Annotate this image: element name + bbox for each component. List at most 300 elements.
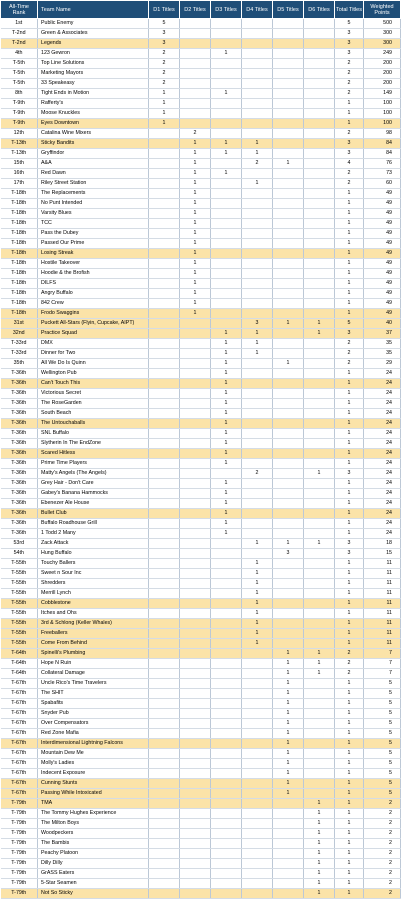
d3-titles-cell bbox=[211, 59, 242, 69]
total-titles-cell: 2 bbox=[335, 89, 364, 99]
d4-titles-cell bbox=[242, 239, 273, 249]
total-titles-cell: 1 bbox=[335, 839, 364, 849]
rank-cell: T-67th bbox=[1, 699, 38, 709]
total-titles-cell: 1 bbox=[335, 459, 364, 469]
team-name-cell: Come From Behind bbox=[38, 639, 149, 649]
team-name-cell: Freeballers bbox=[38, 629, 149, 639]
rank-cell: T-18th bbox=[1, 249, 38, 259]
d4-titles-cell bbox=[242, 209, 273, 219]
d5-titles-cell bbox=[273, 509, 304, 519]
d5-titles-cell bbox=[273, 309, 304, 319]
team-name-cell: Spinelli's Plumbing bbox=[38, 649, 149, 659]
total-titles-cell: 1 bbox=[335, 219, 364, 229]
weighted-points-cell: 149 bbox=[364, 89, 401, 99]
team-name-cell: TMA bbox=[38, 799, 149, 809]
rank-cell: T-67th bbox=[1, 679, 38, 689]
d5-titles-cell bbox=[273, 149, 304, 159]
weighted-points-cell: 11 bbox=[364, 599, 401, 609]
team-name-cell: Hostile Takeover bbox=[38, 259, 149, 269]
d5-titles-cell bbox=[273, 419, 304, 429]
d1-titles-cell bbox=[149, 559, 180, 569]
d6-titles-cell bbox=[304, 679, 335, 689]
d5-titles-cell bbox=[273, 259, 304, 269]
table-row bbox=[1, 49, 401, 59]
d2-titles-cell bbox=[180, 799, 211, 809]
d4-titles-cell bbox=[242, 19, 273, 29]
total-titles-cell: 1 bbox=[335, 569, 364, 579]
table-row bbox=[1, 809, 401, 819]
d2-titles-cell bbox=[180, 569, 211, 579]
d6-titles-cell bbox=[304, 99, 335, 109]
weighted-points-cell: 5 bbox=[364, 719, 401, 729]
d2-titles-cell bbox=[180, 879, 211, 889]
team-name-cell: Legends bbox=[38, 39, 149, 49]
table-row bbox=[1, 819, 401, 829]
d4-titles-cell bbox=[242, 59, 273, 69]
total-titles-cell: 2 bbox=[335, 659, 364, 669]
d3-titles-cell: 1 bbox=[211, 149, 242, 159]
d3-titles-cell: 1 bbox=[211, 89, 242, 99]
d5-titles-cell bbox=[273, 519, 304, 529]
rank-cell: T-36th bbox=[1, 369, 38, 379]
d6-titles-cell bbox=[304, 619, 335, 629]
d6-titles-cell bbox=[304, 119, 335, 129]
weighted-points-cell: 300 bbox=[364, 29, 401, 39]
d6-titles-cell bbox=[304, 449, 335, 459]
d6-titles-cell bbox=[304, 729, 335, 739]
table-row bbox=[1, 99, 401, 109]
total-titles-cell: 3 bbox=[335, 139, 364, 149]
d5-titles-cell bbox=[273, 349, 304, 359]
weighted-points-cell: 2 bbox=[364, 869, 401, 879]
d1-titles-cell bbox=[149, 699, 180, 709]
table-row bbox=[1, 559, 401, 569]
d4-titles-cell bbox=[242, 669, 273, 679]
d6-titles-cell bbox=[304, 489, 335, 499]
d4-titles-cell bbox=[242, 759, 273, 769]
d5-titles-cell bbox=[273, 639, 304, 649]
d5-titles-cell bbox=[273, 69, 304, 79]
d6-titles-cell bbox=[304, 699, 335, 709]
d5-titles-cell bbox=[273, 239, 304, 249]
rank-cell: T-9th bbox=[1, 119, 38, 129]
rank-cell: T-13th bbox=[1, 149, 38, 159]
team-name-cell: No Punt Intended bbox=[38, 199, 149, 209]
weighted-points-cell: 2 bbox=[364, 889, 401, 899]
d2-titles-cell bbox=[180, 399, 211, 409]
d1-titles-cell bbox=[149, 469, 180, 479]
d4-titles-cell bbox=[242, 499, 273, 509]
rank-cell: T-36th bbox=[1, 399, 38, 409]
total-titles-cell: 5 bbox=[335, 19, 364, 29]
total-titles-cell: 1 bbox=[335, 709, 364, 719]
d4-titles-cell bbox=[242, 829, 273, 839]
d6-titles-cell bbox=[304, 719, 335, 729]
d3-titles-cell: 1 bbox=[211, 169, 242, 179]
total-titles-cell: 2 bbox=[335, 349, 364, 359]
d3-titles-cell: 1 bbox=[211, 439, 242, 449]
weighted-points-cell: 49 bbox=[364, 299, 401, 309]
team-name-cell: Tight Ends in Motion bbox=[38, 89, 149, 99]
team-name-cell: South Beach bbox=[38, 409, 149, 419]
d6-titles-cell bbox=[304, 89, 335, 99]
d2-titles-cell bbox=[180, 589, 211, 599]
d4-titles-cell bbox=[242, 249, 273, 259]
d4-titles-cell bbox=[242, 409, 273, 419]
total-titles-cell: 3 bbox=[335, 39, 364, 49]
d3-titles-cell bbox=[211, 649, 242, 659]
d4-titles-cell bbox=[242, 749, 273, 759]
d4-titles-cell bbox=[242, 709, 273, 719]
d1-titles-cell bbox=[149, 539, 180, 549]
table-row bbox=[1, 259, 401, 269]
d5-titles-cell bbox=[273, 439, 304, 449]
total-titles-cell: 1 bbox=[335, 279, 364, 289]
rank-cell: T-36th bbox=[1, 509, 38, 519]
weighted-points-cell: 5 bbox=[364, 709, 401, 719]
table-row bbox=[1, 649, 401, 659]
d4-titles-cell bbox=[242, 769, 273, 779]
team-name-cell: The SHIT bbox=[38, 689, 149, 699]
header-all-time-rank: All-Time Rank bbox=[1, 1, 38, 19]
d6-titles-cell bbox=[304, 559, 335, 569]
rank-cell: T-55th bbox=[1, 619, 38, 629]
rank-cell: T-36th bbox=[1, 409, 38, 419]
d4-titles-cell: 1 bbox=[242, 339, 273, 349]
d3-titles-cell bbox=[211, 719, 242, 729]
weighted-points-cell: 5 bbox=[364, 729, 401, 739]
d5-titles-cell: 1 bbox=[273, 539, 304, 549]
total-titles-cell: 1 bbox=[335, 639, 364, 649]
table-row bbox=[1, 359, 401, 369]
d4-titles-cell bbox=[242, 799, 273, 809]
d6-titles-cell bbox=[304, 359, 335, 369]
team-name-cell: The Bambis bbox=[38, 839, 149, 849]
d3-titles-cell bbox=[211, 39, 242, 49]
d5-titles-cell bbox=[273, 79, 304, 89]
d2-titles-cell: 1 bbox=[180, 139, 211, 149]
total-titles-cell: 1 bbox=[335, 519, 364, 529]
rank-cell: T-36th bbox=[1, 379, 38, 389]
d2-titles-cell bbox=[180, 699, 211, 709]
team-name-cell: Hope N Ruin bbox=[38, 659, 149, 669]
d3-titles-cell: 1 bbox=[211, 399, 242, 409]
team-name-cell: Red Zone Mafia bbox=[38, 729, 149, 739]
d1-titles-cell bbox=[149, 139, 180, 149]
d6-titles-cell bbox=[304, 399, 335, 409]
d6-titles-cell bbox=[304, 429, 335, 439]
rank-cell: T-67th bbox=[1, 779, 38, 789]
d4-titles-cell: 1 bbox=[242, 349, 273, 359]
d1-titles-cell: 5 bbox=[149, 19, 180, 29]
d1-titles-cell bbox=[149, 519, 180, 529]
team-name-cell: The RoseGarden bbox=[38, 399, 149, 409]
d5-titles-cell bbox=[273, 39, 304, 49]
d2-titles-cell: 1 bbox=[180, 219, 211, 229]
team-name-cell: Shredders bbox=[38, 579, 149, 589]
d2-titles-cell: 1 bbox=[180, 249, 211, 259]
d6-titles-cell bbox=[304, 199, 335, 209]
header-d6-titles: D6 Titles bbox=[304, 1, 335, 19]
d1-titles-cell bbox=[149, 489, 180, 499]
table-row bbox=[1, 729, 401, 739]
rank-cell: T-36th bbox=[1, 459, 38, 469]
d2-titles-cell bbox=[180, 859, 211, 869]
d5-titles-cell bbox=[273, 629, 304, 639]
d3-titles-cell bbox=[211, 129, 242, 139]
d5-titles-cell bbox=[273, 879, 304, 889]
team-name-cell: 1 Todd 2 Many bbox=[38, 529, 149, 539]
weighted-points-cell: 249 bbox=[364, 49, 401, 59]
team-name-cell: Peachy Platoon bbox=[38, 849, 149, 859]
d6-titles-cell bbox=[304, 409, 335, 419]
d2-titles-cell bbox=[180, 39, 211, 49]
rank-cell: 8th bbox=[1, 89, 38, 99]
d1-titles-cell: 1 bbox=[149, 109, 180, 119]
d3-titles-cell bbox=[211, 179, 242, 189]
weighted-points-cell: 15 bbox=[364, 549, 401, 559]
weighted-points-cell: 49 bbox=[364, 219, 401, 229]
d6-titles-cell bbox=[304, 629, 335, 639]
d3-titles-cell bbox=[211, 549, 242, 559]
d5-titles-cell bbox=[273, 819, 304, 829]
weighted-points-cell: 5 bbox=[364, 769, 401, 779]
d5-titles-cell bbox=[273, 139, 304, 149]
d1-titles-cell bbox=[149, 739, 180, 749]
rank-cell: T-36th bbox=[1, 499, 38, 509]
team-name-cell: Indecent Exposure bbox=[38, 769, 149, 779]
weighted-points-cell: 24 bbox=[364, 429, 401, 439]
d3-titles-cell: 1 bbox=[211, 409, 242, 419]
d6-titles-cell bbox=[304, 69, 335, 79]
total-titles-cell: 1 bbox=[335, 199, 364, 209]
table-row bbox=[1, 539, 401, 549]
table-row bbox=[1, 89, 401, 99]
rank-cell: T-36th bbox=[1, 419, 38, 429]
table-row bbox=[1, 209, 401, 219]
rank-cell: T-79th bbox=[1, 869, 38, 879]
team-name-cell: GrASS Eaters bbox=[38, 869, 149, 879]
d5-titles-cell: 1 bbox=[273, 739, 304, 749]
table-row bbox=[1, 149, 401, 159]
d6-titles-cell bbox=[304, 289, 335, 299]
d4-titles-cell bbox=[242, 379, 273, 389]
d1-titles-cell bbox=[149, 639, 180, 649]
table-row bbox=[1, 799, 401, 809]
d3-titles-cell bbox=[211, 879, 242, 889]
d4-titles-cell bbox=[242, 479, 273, 489]
d6-titles-cell bbox=[304, 419, 335, 429]
d2-titles-cell: 1 bbox=[180, 179, 211, 189]
d5-titles-cell bbox=[273, 229, 304, 239]
d3-titles-cell bbox=[211, 709, 242, 719]
rank-cell: T-55th bbox=[1, 569, 38, 579]
d6-titles-cell bbox=[304, 599, 335, 609]
d3-titles-cell bbox=[211, 689, 242, 699]
table-row bbox=[1, 699, 401, 709]
d2-titles-cell bbox=[180, 19, 211, 29]
weighted-points-cell: 7 bbox=[364, 669, 401, 679]
rank-cell: 15th bbox=[1, 159, 38, 169]
rank-cell: T-67th bbox=[1, 689, 38, 699]
weighted-points-cell: 2 bbox=[364, 879, 401, 889]
rank-cell: 12th bbox=[1, 129, 38, 139]
d3-titles-cell bbox=[211, 259, 242, 269]
d5-titles-cell bbox=[273, 199, 304, 209]
d2-titles-cell bbox=[180, 469, 211, 479]
d5-titles-cell bbox=[273, 849, 304, 859]
rank-cell: T-55th bbox=[1, 639, 38, 649]
table-row bbox=[1, 399, 401, 409]
total-titles-cell: 2 bbox=[335, 339, 364, 349]
table-row bbox=[1, 39, 401, 49]
d5-titles-cell: 1 bbox=[273, 649, 304, 659]
d2-titles-cell: 1 bbox=[180, 169, 211, 179]
table-row bbox=[1, 719, 401, 729]
d6-titles-cell bbox=[304, 529, 335, 539]
total-titles-cell: 2 bbox=[335, 359, 364, 369]
d6-titles-cell bbox=[304, 189, 335, 199]
d1-titles-cell bbox=[149, 239, 180, 249]
rank-cell: T-79th bbox=[1, 819, 38, 829]
d2-titles-cell: 1 bbox=[180, 309, 211, 319]
d2-titles-cell bbox=[180, 49, 211, 59]
table-row bbox=[1, 299, 401, 309]
d2-titles-cell bbox=[180, 119, 211, 129]
total-titles-cell: 2 bbox=[335, 179, 364, 189]
d5-titles-cell bbox=[273, 559, 304, 569]
total-titles-cell: 1 bbox=[335, 489, 364, 499]
rank-cell: T-18th bbox=[1, 279, 38, 289]
table-row bbox=[1, 19, 401, 29]
team-name-cell: Top Line Solutions bbox=[38, 59, 149, 69]
total-titles-cell: 1 bbox=[335, 589, 364, 599]
team-name-cell: Angry Buffalo bbox=[38, 289, 149, 299]
d3-titles-cell bbox=[211, 659, 242, 669]
d4-titles-cell bbox=[242, 779, 273, 789]
d2-titles-cell bbox=[180, 769, 211, 779]
d3-titles-cell: 1 bbox=[211, 499, 242, 509]
total-titles-cell: 3 bbox=[335, 469, 364, 479]
d1-titles-cell: 1 bbox=[149, 119, 180, 129]
d6-titles-cell bbox=[304, 239, 335, 249]
d1-titles-cell bbox=[149, 809, 180, 819]
table-row bbox=[1, 879, 401, 889]
d1-titles-cell: 1 bbox=[149, 89, 180, 99]
d1-titles-cell bbox=[149, 329, 180, 339]
d2-titles-cell bbox=[180, 749, 211, 759]
d5-titles-cell bbox=[273, 569, 304, 579]
d1-titles-cell bbox=[149, 459, 180, 469]
d4-titles-cell bbox=[242, 509, 273, 519]
d2-titles-cell bbox=[180, 709, 211, 719]
weighted-points-cell: 100 bbox=[364, 109, 401, 119]
d6-titles-cell bbox=[304, 579, 335, 589]
weighted-points-cell: 24 bbox=[364, 469, 401, 479]
weighted-points-cell: 2 bbox=[364, 809, 401, 819]
total-titles-cell: 1 bbox=[335, 559, 364, 569]
d5-titles-cell bbox=[273, 299, 304, 309]
team-name-cell: Sticky Bandits bbox=[38, 139, 149, 149]
d4-titles-cell bbox=[242, 129, 273, 139]
d2-titles-cell bbox=[180, 439, 211, 449]
d1-titles-cell bbox=[149, 579, 180, 589]
total-titles-cell: 1 bbox=[335, 529, 364, 539]
d6-titles-cell: 1 bbox=[304, 829, 335, 839]
team-name-cell: Losing Streak bbox=[38, 249, 149, 259]
d1-titles-cell bbox=[149, 209, 180, 219]
total-titles-cell: 1 bbox=[335, 869, 364, 879]
table-row bbox=[1, 269, 401, 279]
total-titles-cell: 1 bbox=[335, 879, 364, 889]
total-titles-cell: 2 bbox=[335, 59, 364, 69]
rank-cell: T-79th bbox=[1, 879, 38, 889]
rank-cell: T-18th bbox=[1, 189, 38, 199]
table-row bbox=[1, 309, 401, 319]
team-name-cell: Gryffindor bbox=[38, 149, 149, 159]
d1-titles-cell bbox=[149, 499, 180, 509]
d3-titles-cell bbox=[211, 159, 242, 169]
total-titles-cell: 1 bbox=[335, 479, 364, 489]
rank-cell: T-33rd bbox=[1, 339, 38, 349]
d4-titles-cell: 1 bbox=[242, 599, 273, 609]
d5-titles-cell bbox=[273, 109, 304, 119]
total-titles-cell: 1 bbox=[335, 749, 364, 759]
d6-titles-cell: 1 bbox=[304, 859, 335, 869]
d5-titles-cell bbox=[273, 799, 304, 809]
weighted-points-cell: 11 bbox=[364, 619, 401, 629]
table-row bbox=[1, 429, 401, 439]
d2-titles-cell bbox=[180, 369, 211, 379]
d3-titles-cell bbox=[211, 559, 242, 569]
rank-cell: T-5th bbox=[1, 69, 38, 79]
total-titles-cell: 1 bbox=[335, 609, 364, 619]
d3-titles-cell: 1 bbox=[211, 339, 242, 349]
d6-titles-cell bbox=[304, 479, 335, 489]
total-titles-cell: 1 bbox=[335, 119, 364, 129]
d4-titles-cell bbox=[242, 489, 273, 499]
d4-titles-cell bbox=[242, 849, 273, 859]
table-row bbox=[1, 759, 401, 769]
total-titles-cell: 1 bbox=[335, 389, 364, 399]
table-row bbox=[1, 279, 401, 289]
d5-titles-cell bbox=[273, 529, 304, 539]
d3-titles-cell bbox=[211, 79, 242, 89]
d6-titles-cell bbox=[304, 279, 335, 289]
total-titles-cell: 1 bbox=[335, 889, 364, 899]
table-row bbox=[1, 839, 401, 849]
d6-titles-cell bbox=[304, 739, 335, 749]
d4-titles-cell: 1 bbox=[242, 329, 273, 339]
rank-cell: T-55th bbox=[1, 599, 38, 609]
d3-titles-cell: 1 bbox=[211, 49, 242, 59]
d6-titles-cell bbox=[304, 389, 335, 399]
d3-titles-cell: 1 bbox=[211, 419, 242, 429]
rank-cell: T-55th bbox=[1, 579, 38, 589]
d5-titles-cell bbox=[273, 489, 304, 499]
d4-titles-cell bbox=[242, 29, 273, 39]
weighted-points-cell: 29 bbox=[364, 359, 401, 369]
d2-titles-cell bbox=[180, 499, 211, 509]
total-titles-cell: 2 bbox=[335, 169, 364, 179]
d1-titles-cell bbox=[149, 629, 180, 639]
d1-titles-cell bbox=[149, 819, 180, 829]
d5-titles-cell: 1 bbox=[273, 779, 304, 789]
d6-titles-cell bbox=[304, 779, 335, 789]
d1-titles-cell bbox=[149, 759, 180, 769]
weighted-points-cell: 2 bbox=[364, 839, 401, 849]
rank-cell: T-18th bbox=[1, 209, 38, 219]
